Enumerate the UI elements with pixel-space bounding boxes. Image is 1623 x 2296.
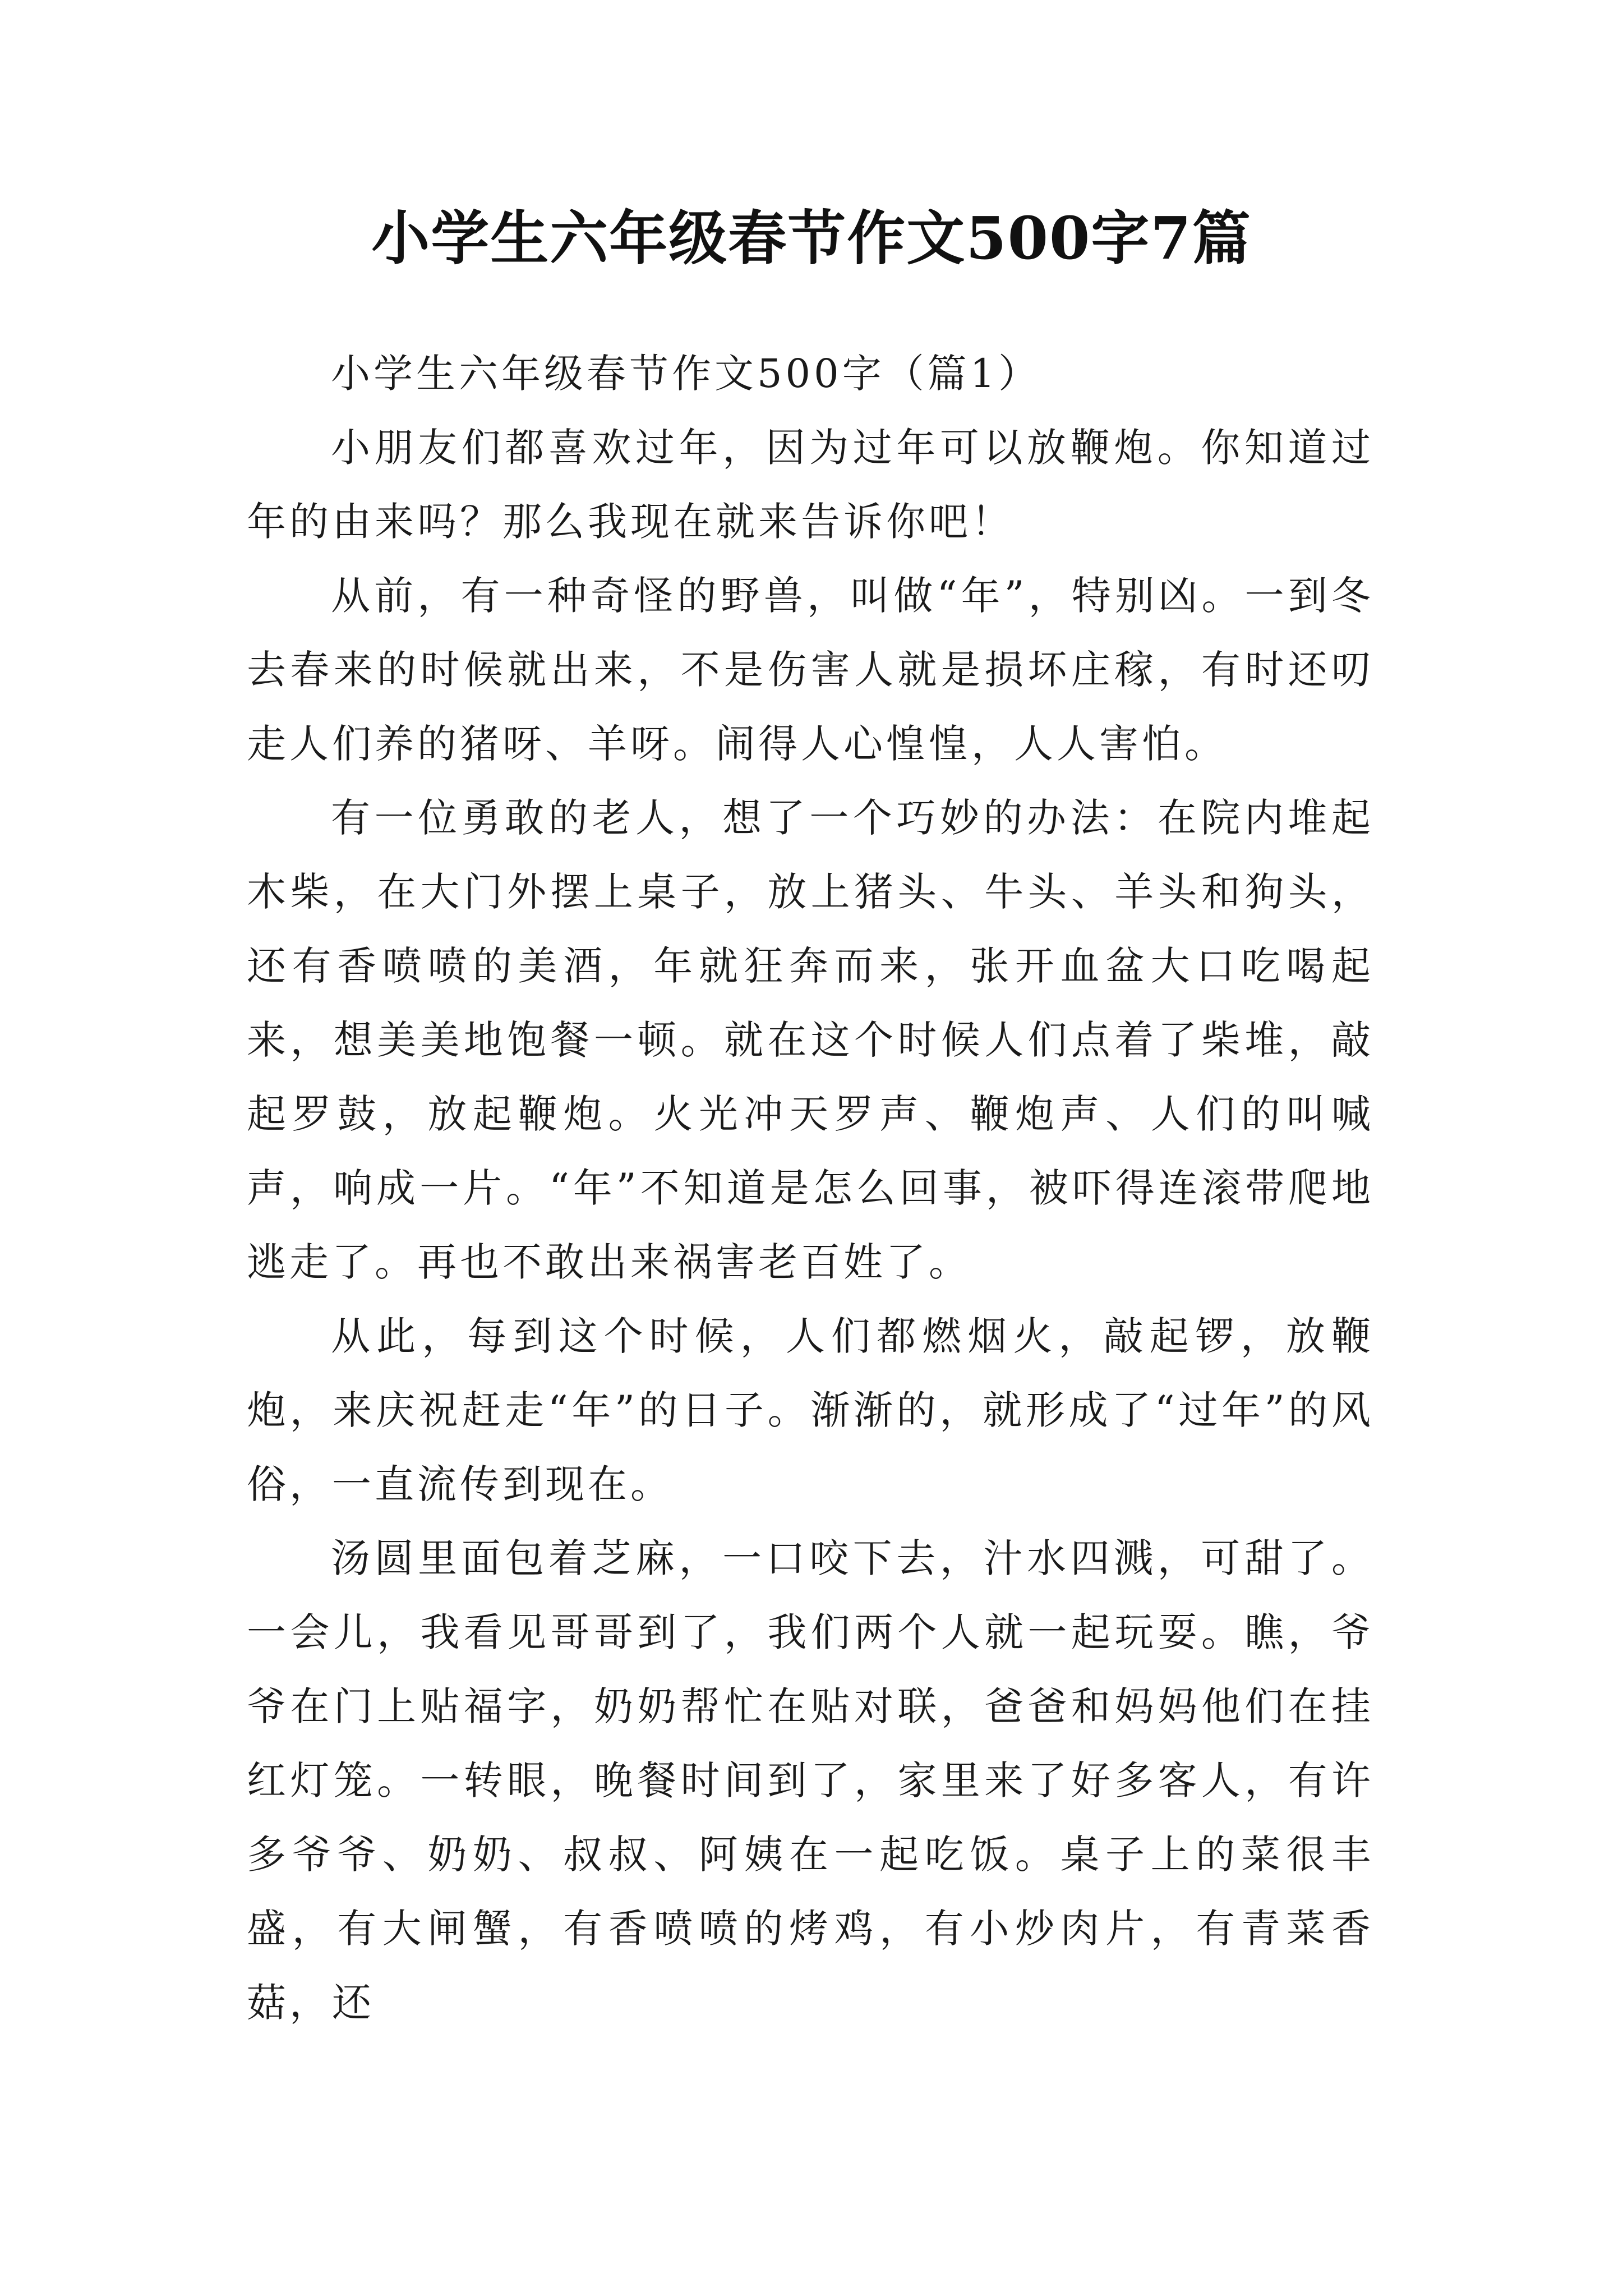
document-title: 小学生六年级春节作文500字7篇 (371, 204, 1252, 273)
paragraph: 小朋友们都喜欢过年，因为过年可以放鞭炮。你知道过年的由来吗？那么我现在就来告诉你吧！ (247, 425, 1374, 545)
paragraph: 从前，有一种奇怪的野兽，叫做“年”，特别凶。一到冬去春来的时候就出来，不是伤害人就是损坏庄稼，有时还叨走人们养的猪呀、羊呀。闹得人心惶惶，人人害怕。 (247, 573, 1374, 767)
paragraph: 汤圆里面包着芝麻，一口咬下去，汁水四溅，可甜了。一会儿，我看见哥哥到了，我们两个人就一起玩耍。瞧，爷爷在门上贴福字，奶奶帮忙在贴对联，爸爸和妈妈他们在挂红灯笼。一转眼，晚餐时间到了，家里来了好多客人，有许多爷爷、奶奶、叔叔、阿姨在一起吃饭。桌子上的菜很丰盛，有大闸蟹，有香喷喷的烤鸡，有小炒肉片，有青菜香菇，还 (247, 1535, 1374, 2026)
document-body (247, 337, 1374, 2040)
paragraph: 从此，每到这个时候，人们都燃烟火，敲起锣，放鞭炮，来庆祝赶走“年”的日子。渐渐的，就形成了“过年”的风俗，一直流传到现在。 (247, 1313, 1374, 1507)
paragraph: 有一位勇敢的老人，想了一个巧妙的办法：在院内堆起木柴，在大门外摆上桌子，放上猪头、牛头、羊头和狗头，还有香喷喷的美酒，年就狂奔而来，张开血盆大口吃喝起来，想美美地饱餐一顿。就在这个时候人们点着了柴堆，敲起罗鼓，放起鞭炮。火光冲天罗声、鞭炮声、人们的叫喊声，响成一片。“年”不知道是怎么回事，被吓得连滚带爬地逃走了。再也不敢出来祸害老百姓了。 (247, 795, 1374, 1285)
section-heading: 小学生六年级春节作文500字（篇1） (331, 351, 1041, 397)
